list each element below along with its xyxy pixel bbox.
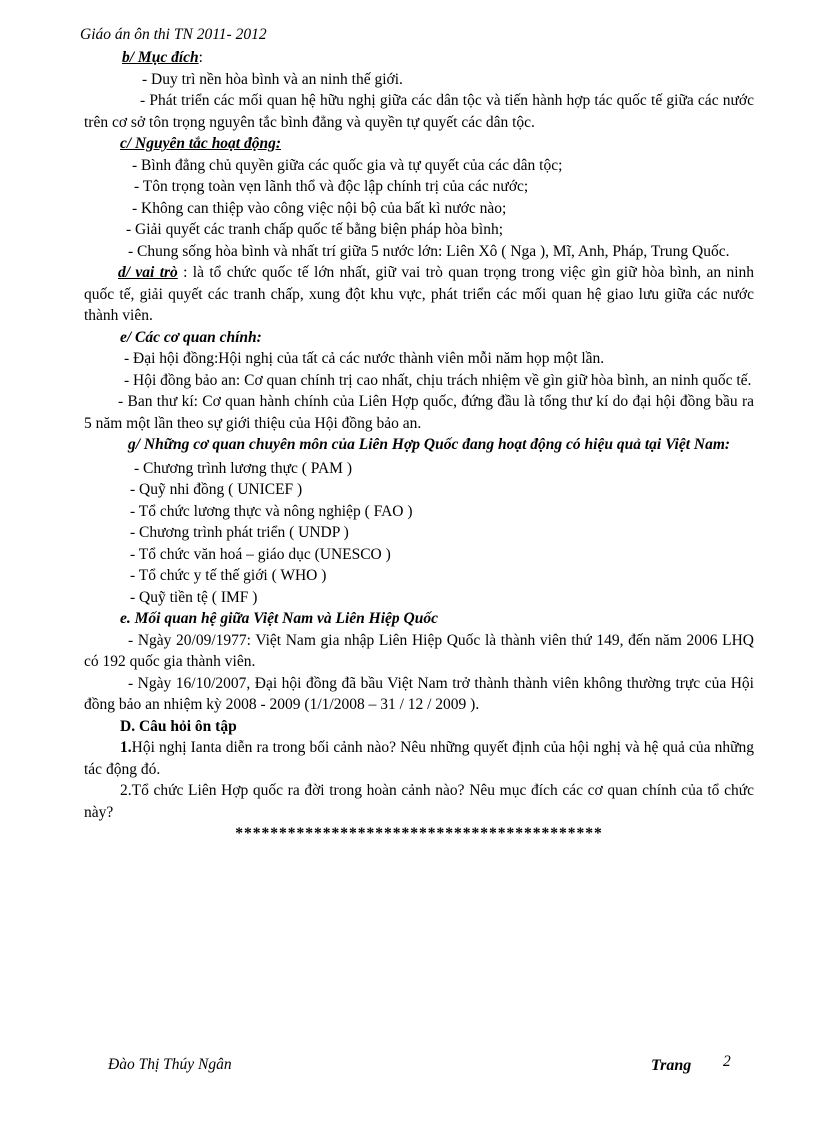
question-2: 2.Tổ chức Liên Hợp quốc ra đời trong hoàn cảnh nào? Nêu mục đích các cơ quan chính của tổ chức này? [84, 782, 754, 821]
footer-page-number: 2 [723, 1053, 731, 1070]
footer-author: Đào Thị Thúy Ngân [108, 1056, 232, 1073]
section-g-item: - Tổ chức lương thực và nông nghiệp ( FAO ) [130, 502, 413, 520]
section-e-item: - Ban thư kí: Cơ quan hành chính của Liên Hợp quốc, đứng đầu là tổng thư kí do đại hội đồng bầu ra 5 năm một lần theo sự giới thiệu của Hội đồng bảo an. [84, 393, 754, 432]
section-b-title: b/ Mục đích [122, 49, 199, 66]
section-b-heading [84, 47, 754, 69]
stars-divider: ****************************************** [235, 825, 603, 842]
section-e-heading [84, 327, 754, 349]
section-g-item: - Tổ chức y tế thế giới ( WHO ) [130, 567, 327, 584]
section-c-title: c/ Nguyên tắc hoạt động: [120, 135, 282, 152]
footer-page-label: Trang [651, 1057, 692, 1074]
section-e2-title: e. Mối quan hệ giữa Việt Nam và Liên Hiệp Quốc [120, 610, 438, 627]
section-c-item: - Bình đẳng chủ quyền giữa các quốc gia và tự quyết của các dân tộc; [132, 156, 563, 174]
section-g-item: - Quỹ tiền tệ ( IMF ) [130, 588, 258, 606]
section-e-item: - Hội đồng bảo an: Cơ quan chính trị cao nhất, chịu trách nhiệm về gìn giữ hòa bình, an ninh quốc tế. [124, 371, 752, 389]
section-g-item: - Chương trình phát triển ( UNDP ) [130, 524, 349, 541]
section-c-item: - Không can thiệp vào công việc nội bộ của bất kì nước nào; [132, 199, 507, 217]
section-e-item: - Đại hội đồng:Hội nghị của tất cả các nước thành viên mỗi năm họp một lần. [124, 350, 605, 367]
section-g-heading [84, 434, 754, 456]
section-c-item: - Giải quyết các tranh chấp quốc tế bằng biện pháp hòa bình; [126, 221, 504, 238]
section-e2-item: - Ngày 20/09/1977: Việt Nam gia nhập Liên Hiệp Quốc là thành viên thứ 149, đến năm 2006 LHQ có 192 quốc gia thành viên. [84, 631, 754, 670]
document-body [84, 47, 754, 845]
section-b-item: - Phát triển các mối quan hệ hữu nghị giữa các dân tộc và tiến hành hợp tác quốc tế giữa các nước trên cơ sở tôn trọng nguyên tắc bình đẳng và quyền tự quyết các dân tộc. [84, 92, 754, 131]
section-c-item: - Tôn trọng toàn vẹn lãnh thổ và độc lập chính trị của các nước; [134, 178, 529, 195]
section-c-heading [84, 133, 754, 155]
document-header: Giáo án ôn thi TN 2011- 2012 [80, 26, 267, 43]
section-g-item: - Tổ chức văn hoá – giáo dục (UNESCO ) [130, 545, 391, 563]
question-1-number: 1. [120, 739, 132, 756]
section-e2-heading [84, 608, 754, 630]
section-b-colon: : [198, 49, 203, 66]
section-g-item: - Quỹ nhi đồng ( UNICEF ) [130, 481, 303, 498]
section-g-title: g/ Những cơ quan chuyên môn của Liên Hợp Quốc đang hoạt động có hiệu quả tại Việt Nam: [128, 436, 731, 453]
section-d2-title: D. Câu hỏi ôn tập [120, 717, 237, 735]
question-1 [84, 737, 754, 780]
section-b-item: - Duy trì nền hòa bình và an ninh thế giới. [142, 70, 403, 88]
section-e-title: e/ Các cơ quan chính: [120, 328, 262, 346]
section-c-item: - Chung sống hòa bình và nhất trí giữa 5 nước lớn: Liên Xô ( Nga ), Mĩ, Anh, Pháp, Trung Quốc. [128, 242, 730, 260]
section-d-title: d/ vai trò [118, 264, 178, 281]
section-d2-heading [84, 716, 754, 738]
section-d-paragraph [84, 262, 754, 327]
section-d-text: : là tổ chức quốc tế lớn nhất, giữ vai trò quan trọng trong việc gìn giữ hòa bình, an ninh quốc tế, giải quyết các tranh chấp, xung đột khu vực, phát triển các mối quan hệ giao lưu giữa các nước thành viên. [84, 264, 755, 324]
section-e2-item: - Ngày 16/10/2007, Đại hội đồng đã bầu Việt Nam trở thành thành viên không thường trực của Hội đồng bảo an nhiệm kỳ 2008 - 2009 (1/1/2008 – 31 / 12 / 2009 ). [84, 674, 754, 713]
question-1-text: Hội nghị Ianta diễn ra trong bối cảnh nào? Nêu những quyết định của hội nghị và hệ quả của những tác động đó. [84, 739, 754, 778]
section-g-item: - Chương trình lương thực ( PAM ) [134, 459, 352, 477]
